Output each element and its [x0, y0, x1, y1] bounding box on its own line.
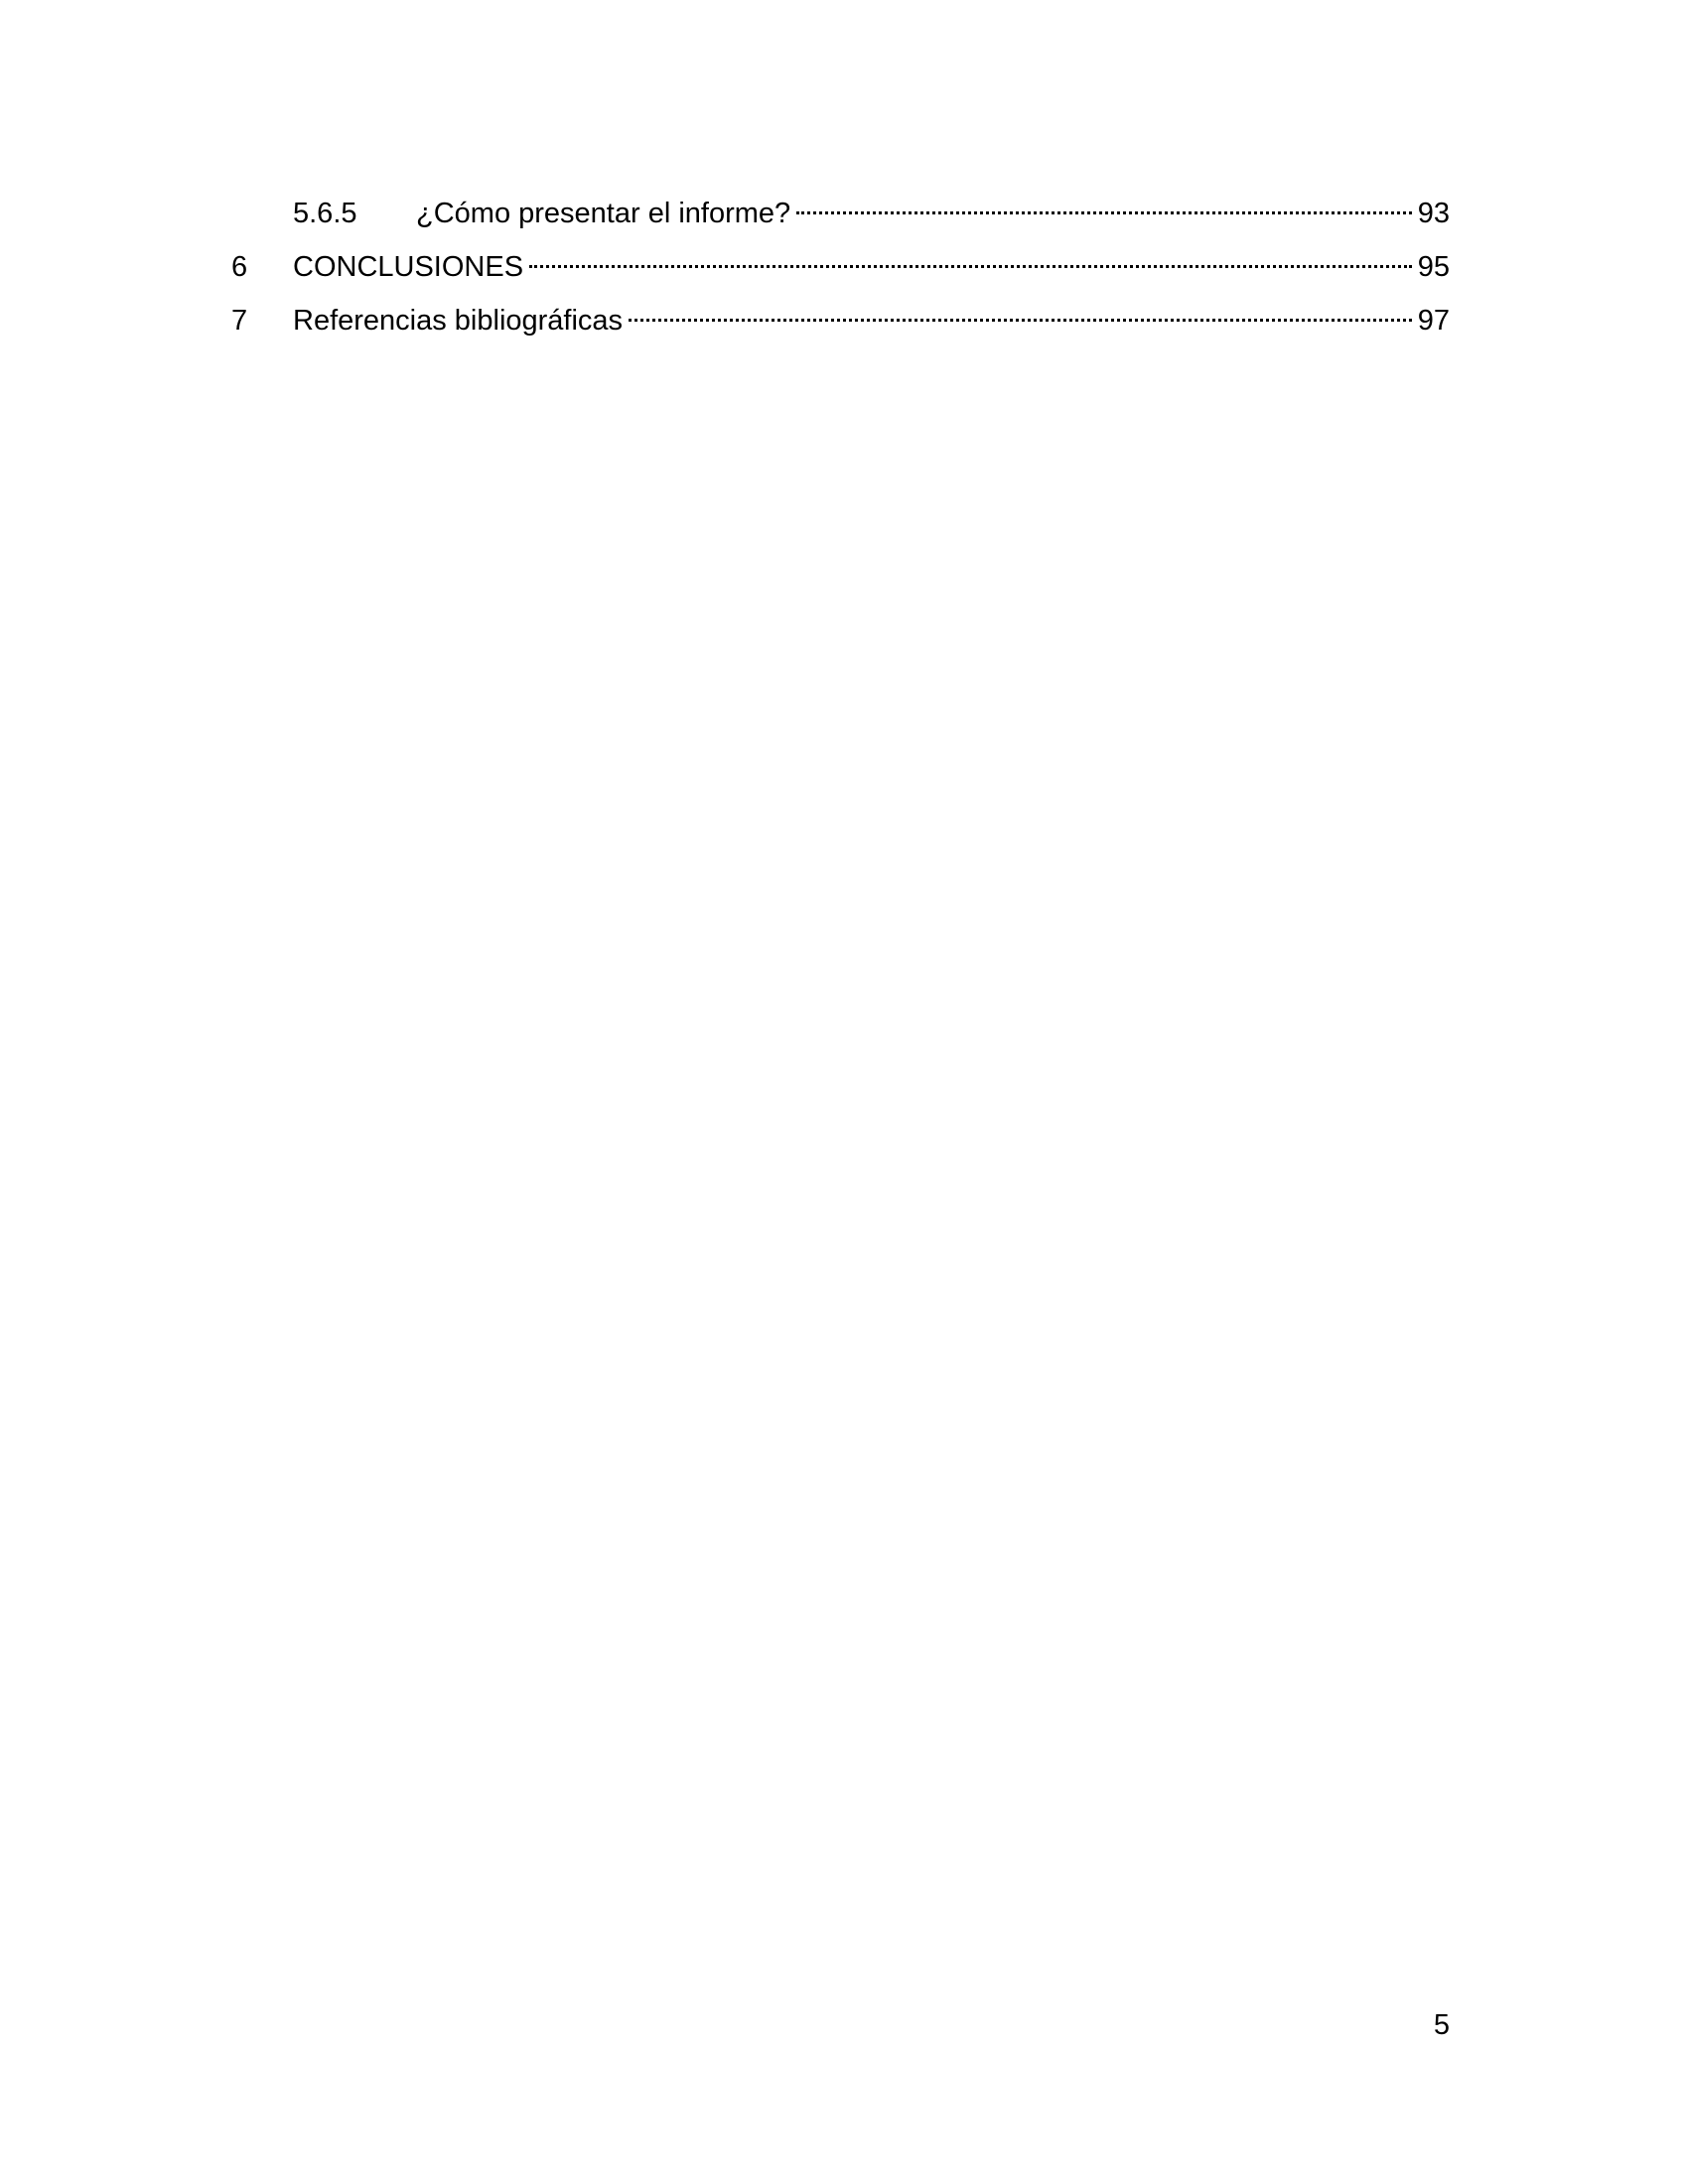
- toc-entry-6[interactable]: [231, 245, 1450, 299]
- toc-entry-page: 95: [1417, 251, 1450, 283]
- toc-entry-line: [293, 245, 1450, 289]
- dot-leader: [629, 319, 1412, 322]
- toc-entry-title: ¿Cómo presentar el informe?: [416, 198, 791, 229]
- toc-entry-line: [293, 299, 1450, 342]
- page-number: 5: [1433, 2009, 1450, 2041]
- toc-entry-line: [416, 192, 1450, 235]
- toc-entry-page: 93: [1417, 198, 1450, 229]
- toc-entry-5-6-5[interactable]: [231, 192, 1450, 245]
- dot-leader: [529, 265, 1412, 268]
- toc-entry-7[interactable]: [231, 299, 1450, 352]
- toc-entry-number: 5.6.5: [293, 198, 357, 229]
- toc-entry-title: Referencias bibliográficas: [293, 305, 624, 337]
- toc-entry-page: 97: [1417, 305, 1450, 337]
- dot-leader: [796, 211, 1412, 214]
- toc-entry-title: CONCLUSIONES: [293, 251, 524, 283]
- toc-entry-number: 7: [231, 305, 248, 337]
- toc-entry-number: 6: [231, 251, 248, 283]
- table-of-contents: [231, 192, 1450, 352]
